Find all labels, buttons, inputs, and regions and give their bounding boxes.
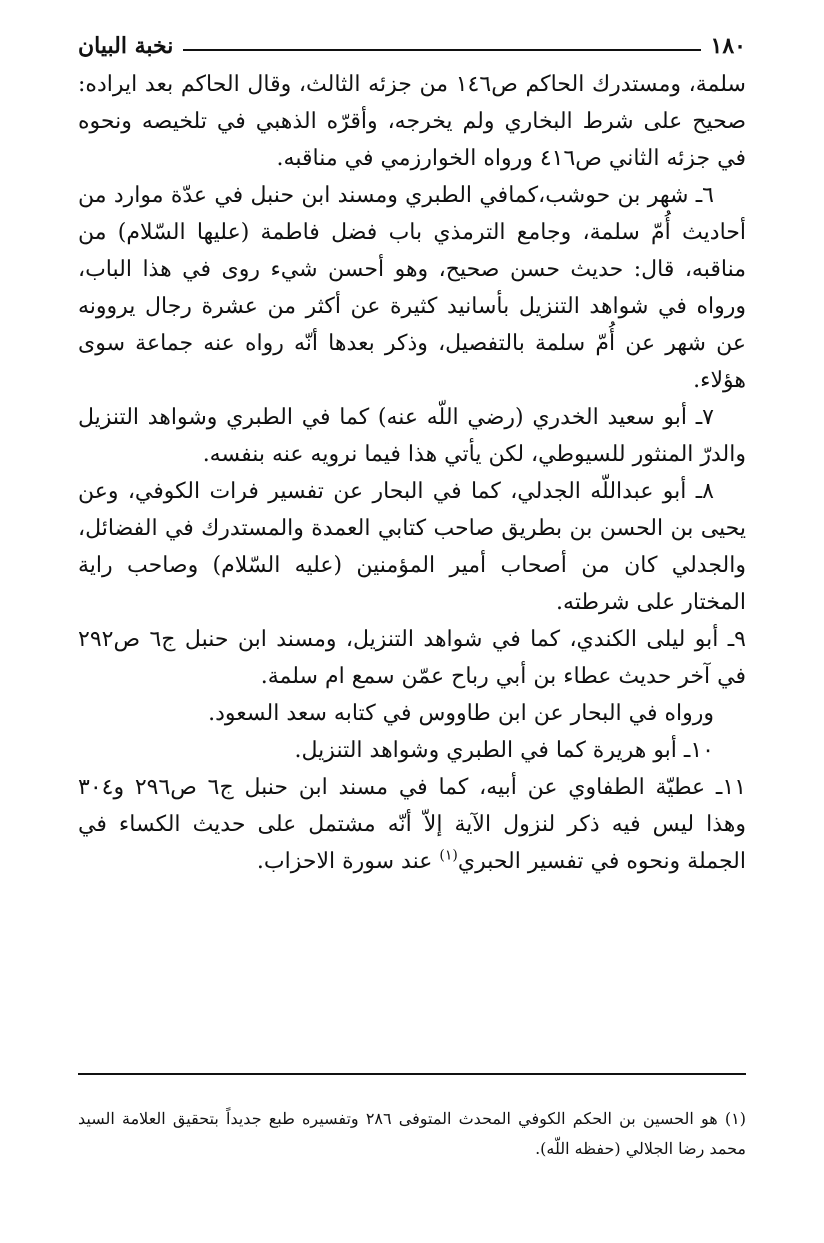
footnote-reference: (١) <box>439 847 458 864</box>
paragraph-item-10: ١٠ـ أبو هريرة كما في الطبري وشواهد التنزيل. <box>294 738 714 763</box>
main-text <box>78 66 746 880</box>
book-title: نخبة البيان <box>78 33 174 59</box>
paragraph-item-6: ٦ـ شهر بن حوشب،كمافي الطبري ومسند ابن حنبل في عدّة موارد من أحاديث أُمّ سلمة، وجامع الترمذي باب فضل فاطمة (عليها السّلام) من مناقبه، قال: حديث حسن صحيح، وهو أحسن شيء روى في هذا الباب، ورواه في شواهد التنزيل بأسانيد كثيرة عن أكثر من عشرة رجال يروونه عن شهر عن أُمّ سلمة بالتفصيل، وذكر بعدها أنّه رواه عنه جماعة سوى هؤلاء. <box>78 183 746 393</box>
page-header <box>78 28 746 64</box>
paragraph-item-11 <box>78 769 746 880</box>
paragraph-item-7: ٧ـ أبو سعيد الخدري (رضي اللّه عنه) كما في الطبري وشواهد التنزيل والدرّ المنثور للسيوطي، لكن يأتي هذا فيما نرويه عنه بنفسه. <box>78 405 746 467</box>
header-rule <box>183 49 700 51</box>
paragraph-continuation: سلمة، ومستدرك الحاكم ص١٤٦ من جزئه الثالث، وقال الحاكم بعد ايراده: صحيح على شرط البخاري ولم يخرجه، وأقرّه الذهبي في تلخيصه ونحوه في جزئه الثاني ص٤١٦ ورواه الخوارزمي في مناقبه. <box>78 72 746 171</box>
paragraph-item-9: ٩ـ أبو ليلى الكندي، كما في شواهد التنزيل، ومسند ابن حنبل ج٦ ص٢٩٢ في آخر حديث عطاء بن أبي رباح عمّن سمع ام سلمة. <box>78 627 746 689</box>
paragraph-item-11-tail: عند سورة الاحزاب. <box>256 849 440 874</box>
paragraph-item-8: ٨ـ أبو عبداللّه الجدلي، كما في البحار عن تفسير فرات الكوفي، وعن يحيى بن الحسن بن بطريق صاحب كتابي العمدة والمستدرك في الفضائل، والجدلي كان من أصحاب أمير المؤمنين (عليه السّلام) وصاحب راية المختار على شرطته. <box>78 479 746 615</box>
footnote: (١) هو الحسين بن الحكم الكوفي المحدث المتوفى ٢٨٦ وتفسيره طبع جديداً بتحقيق العلامة السيد محمد رضا الجلالي (حفظه اللّه). <box>78 1109 746 1158</box>
paragraph-item-11-text: ١١ـ عطيّة الطفاوي عن أبيه، كما في مسند ابن حنبل ج٦ ص٢٩٦ و٣٠٤ وهذا ليس فيه ذكر لنزول الآية إلاّ أنّه مشتمل على حديث الكساء في الجملة ونحوه في تفسير الحبري <box>78 775 747 874</box>
footnote-divider <box>78 1073 746 1075</box>
page-number: ١٨٠ <box>710 33 746 59</box>
paragraph-bihar-note: ورواه في البحار عن ابن طاووس في كتابه سعد السعود. <box>208 701 714 726</box>
